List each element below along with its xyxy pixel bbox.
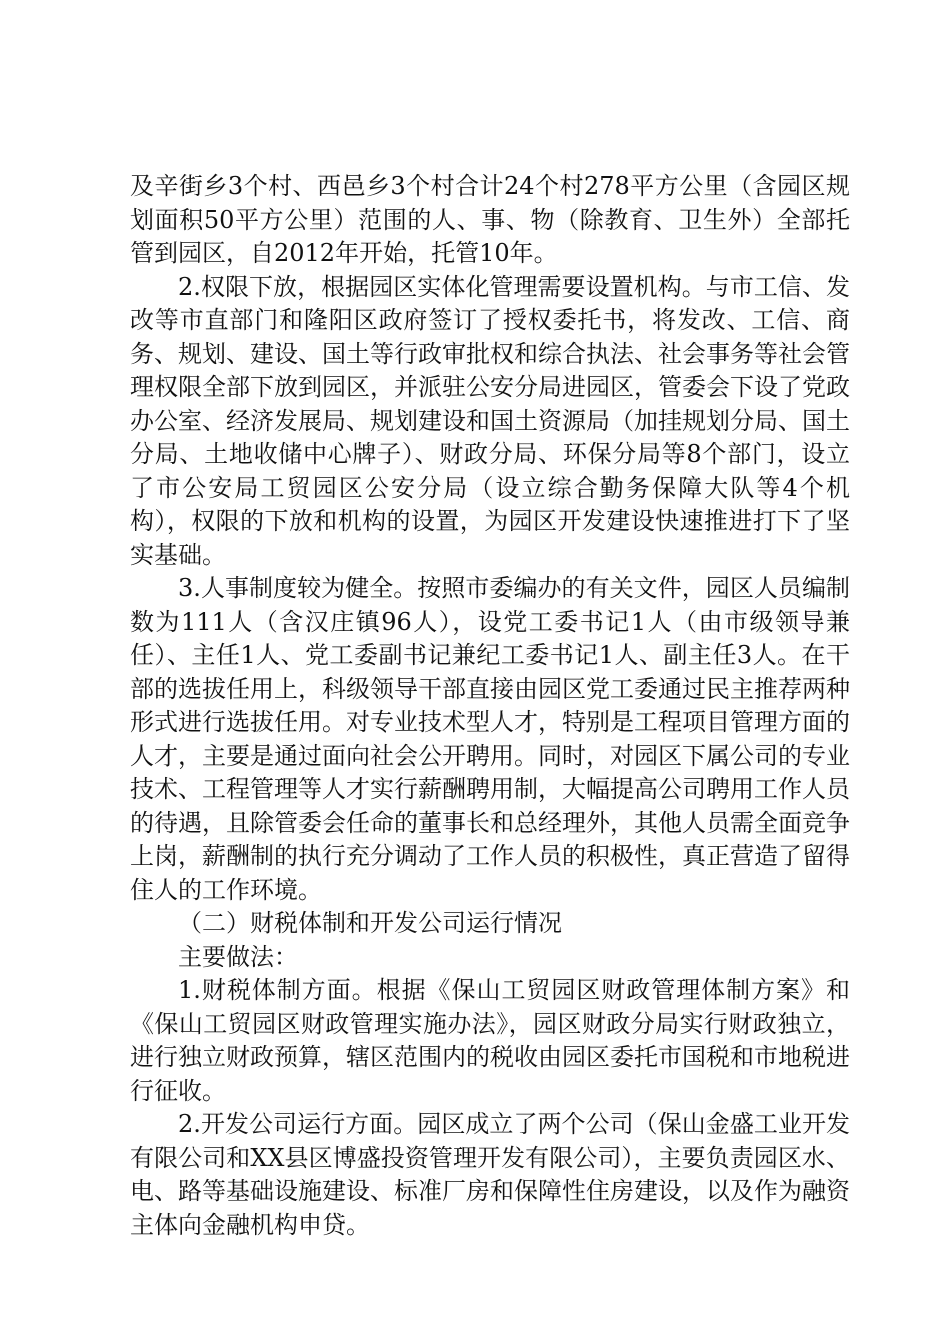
- paragraph-main-practices: 主要做法：: [178, 942, 298, 971]
- paragraph-continuation: 及辛街乡3个村、西邑乡3个村合计24个村278平方公里（含园区规划面积50平方公里）范围的人、事、物（除教育、卫生外）全部托管到园区，自2012年开始，托管10年。: [130, 172, 850, 267]
- paragraph-development-company: 2.开发公司运行方面。园区成立了两个公司（保山金盛工业开发有限公司和XX县区博盛投资管理开发有限公司），主要负责园区水、电、路等基础设施建设、标准厂房和保障性住房建设，以及作为融资主体向金融机构申贷。: [130, 1110, 850, 1239]
- paragraph-authority-delegation: 2.权限下放，根据园区实体化管理需要设置机构。与市工信、发改等市直部门和隆阳区政府签订了授权委托书，将发改、工信、商务、规划、建设、国土等行政审批权和综合执法、社会事务等社会管理权限全部下放到园区，并派驻公安分局进园区，管委会下设了党政办公室、经济发展局、规划建设和国土资源局（加挂规划分局、国土分局、土地收储中心牌子）、财政分局、环保分局等8个部门，设立了市公安局工贸园区公安分局（设立综合勤务保障大队等4个机构），权限的下放和机构的设置，为园区开发建设快速推进打下了坚实基础。: [130, 272, 850, 569]
- section-heading-finance: （二）财税体制和开发公司运行情况: [178, 909, 562, 937]
- document-body: [130, 170, 850, 1242]
- paragraph-finance-system: 1.财税体制方面。根据《保山工贸园区财政管理体制方案》和《保山工贸园区财政管理实施办法》，园区财政分局实行财政独立，进行独立财政预算，辖区范围内的税收由园区委托市国税和市地税进行征收。: [130, 976, 850, 1105]
- paragraph-personnel-system: 3.人事制度较为健全。按照市委编办的有关文件，园区人员编制数为111人（含汉庄镇96人），设党工委书记1人（由市级领导兼任）、主任1人、党工委副书记兼纪工委书记1人、副主任3人。在干部的选拔任用上，科级领导干部直接由园区党工委通过民主推荐两种形式进行选拔任用。对专业技术型人才，特别是工程项目管理方面的人才，主要是通过面向社会公开聘用。同时，对园区下属公司的专业技术、工程管理等人才实行薪酬聘用制，大幅提高公司聘用工作人员的待遇，且除管委会任命的董事长和总经理外，其他人员需全面竞争上岗，薪酬制的执行充分调动了工作人员的积极性，真正营造了留得住人的工作环境。: [130, 574, 850, 904]
